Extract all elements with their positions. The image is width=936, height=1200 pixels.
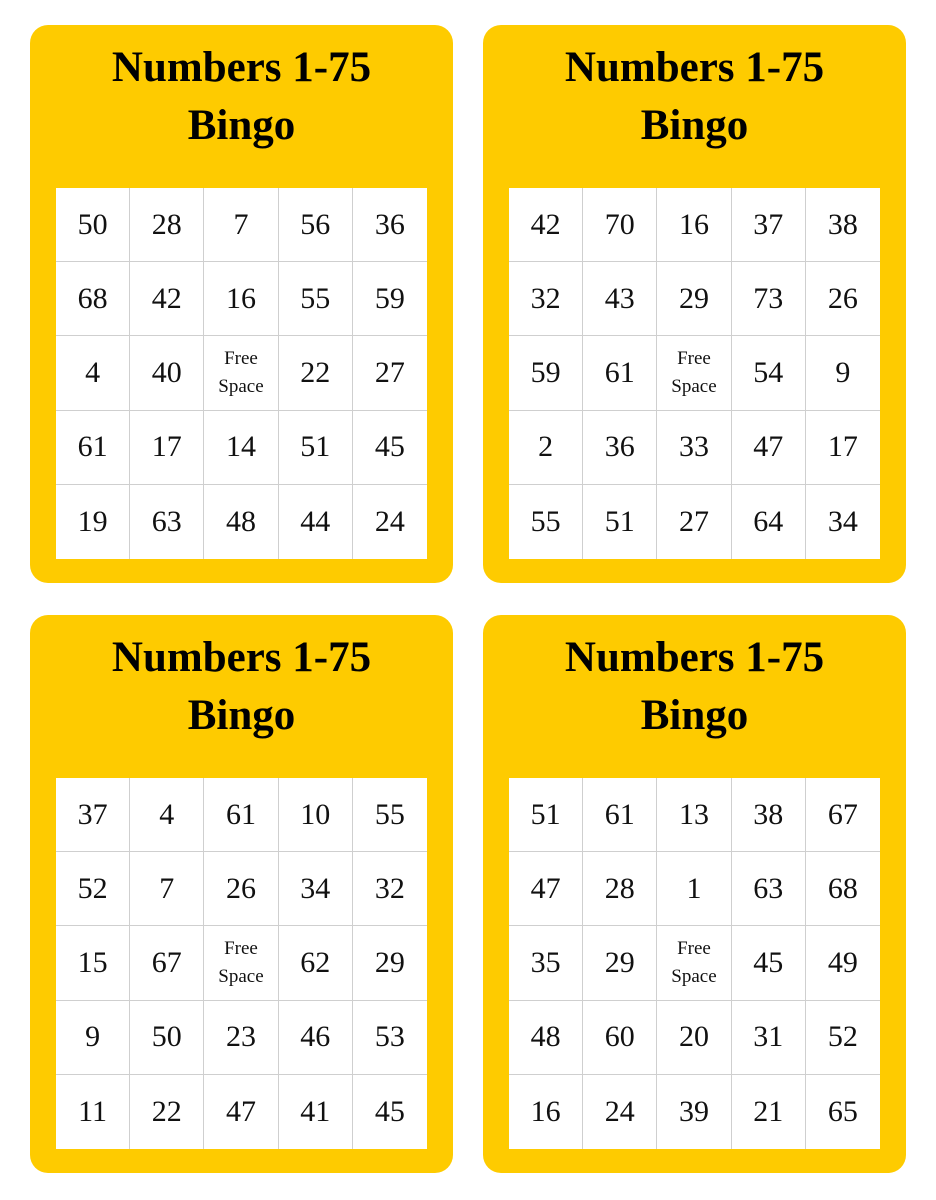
bingo-grid [509,188,880,559]
bingo-cell[interactable]: 39 [657,1075,731,1149]
bingo-cell[interactable]: 26 [806,262,880,336]
bingo-cell[interactable]: 48 [204,485,278,559]
bingo-cell[interactable]: 54 [732,336,806,410]
bingo-cell[interactable]: 9 [806,336,880,410]
bingo-cell[interactable]: 7 [130,852,204,926]
card-title [483,629,906,745]
bingo-cell[interactable]: 51 [509,778,583,852]
bingo-cell[interactable]: 15 [56,926,130,1000]
bingo-cell[interactable]: 10 [279,778,353,852]
card-title-line2: Bingo [640,102,749,149]
bingo-cell[interactable]: 34 [279,852,353,926]
bingo-cell[interactable]: 16 [657,188,731,262]
bingo-cell[interactable]: 68 [806,852,880,926]
bingo-cell[interactable]: 47 [509,852,583,926]
bingo-grid [56,188,427,559]
free-space-cell[interactable] [657,926,731,1000]
bingo-cell[interactable]: 61 [56,411,130,485]
free-space-line2: Space [671,375,717,397]
bingo-cell[interactable]: 21 [732,1075,806,1149]
bingo-cell[interactable]: 28 [130,188,204,262]
card-title-line1: Numbers 1-75 [111,44,372,91]
card-title-line2: Bingo [187,692,296,739]
bingo-cell[interactable]: 34 [827,504,858,538]
bingo-cell[interactable]: 2 [509,411,583,485]
bingo-card-1 [30,25,453,583]
card-title-line2: Bingo [187,102,296,149]
bingo-cell[interactable]: 24 [583,1075,657,1149]
card-title-line1: Numbers 1-75 [564,44,825,91]
free-space-line1: Free [677,937,711,959]
bingo-cell[interactable]: 67 [806,778,880,852]
free-space-line2: Space [218,375,264,397]
bingo-cell[interactable]: 22 [130,1075,204,1149]
bingo-cell[interactable]: 42 [509,188,583,262]
bingo-cell[interactable]: 55 [509,485,583,559]
bingo-cell[interactable]: 36 [353,188,427,262]
bingo-cell[interactable]: 73 [732,262,806,336]
bingo-cell[interactable]: 45 [374,1094,405,1128]
bingo-cell[interactable]: 4 [56,336,130,410]
card-title [30,39,453,155]
free-space-cell[interactable] [657,336,731,410]
bingo-cell[interactable]: 70 [583,188,657,262]
card-title-line1: Numbers 1-75 [564,634,825,681]
bingo-cell[interactable]: 9 [56,1001,130,1075]
card-title [30,629,453,745]
card-title-line2: Bingo [640,692,749,739]
bingo-cell[interactable]: 36 [583,411,657,485]
bingo-cell[interactable]: 32 [509,262,583,336]
bingo-cell[interactable]: 17 [806,411,880,485]
bingo-cell[interactable]: 56 [279,188,353,262]
card-title [483,39,906,155]
bingo-cell[interactable]: 20 [657,1001,731,1075]
bingo-cell[interactable]: 37 [732,188,806,262]
bingo-cell[interactable]: 67 [130,926,204,1000]
bingo-cell[interactable]: 52 [806,1001,880,1075]
bingo-cell[interactable]: 55 [279,262,353,336]
bingo-cell[interactable]: 65 [827,1094,858,1128]
bingo-cell[interactable]: 48 [509,1001,583,1075]
bingo-cell[interactable]: 31 [732,1001,806,1075]
bingo-cell[interactable]: 22 [279,336,353,410]
bingo-cell[interactable]: 51 [279,411,353,485]
bingo-cell[interactable]: 13 [657,778,731,852]
bingo-card-4 [483,615,906,1173]
free-space-line1: Free [224,347,258,369]
bingo-cell[interactable]: 32 [353,852,427,926]
bingo-cell[interactable]: 60 [583,1001,657,1075]
bingo-cell[interactable]: 29 [353,926,427,1000]
bingo-cell[interactable]: 26 [204,852,278,926]
bingo-cell[interactable]: 14 [204,411,278,485]
free-space-line1: Free [677,347,711,369]
bingo-cell[interactable]: 29 [657,262,731,336]
bingo-cell[interactable]: 52 [56,852,130,926]
bingo-cell[interactable]: 7 [204,188,278,262]
bingo-cell[interactable]: 50 [56,188,130,262]
bingo-cell[interactable]: 45 [353,411,427,485]
free-space-line1: Free [224,937,258,959]
bingo-cell[interactable]: 47 [204,1075,278,1149]
bingo-card-2 [483,25,906,583]
free-space-cell[interactable] [204,926,278,1000]
bingo-cell[interactable]: 46 [279,1001,353,1075]
bingo-cell[interactable]: 37 [56,778,130,852]
bingo-cell[interactable]: 61 [583,778,657,852]
free-space-line2: Space [671,965,717,987]
bingo-cell[interactable]: 63 [130,485,204,559]
bingo-cell[interactable]: 43 [583,262,657,336]
bingo-cell[interactable]: 11 [56,1075,130,1149]
bingo-card-3 [30,615,453,1173]
free-space-cell[interactable] [204,336,278,410]
bingo-cell[interactable]: 40 [130,336,204,410]
bingo-cell[interactable]: 59 [509,336,583,410]
bingo-cell[interactable]: 23 [204,1001,278,1075]
bingo-cell[interactable]: 68 [56,262,130,336]
bingo-cell[interactable]: 16 [204,262,278,336]
bingo-cell[interactable]: 16 [509,1075,583,1149]
bingo-cell[interactable]: 33 [657,411,731,485]
bingo-cell[interactable]: 29 [583,926,657,1000]
bingo-cell[interactable]: 61 [583,336,657,410]
bingo-cell[interactable]: 64 [732,485,806,559]
bingo-cell[interactable]: 27 [353,336,427,410]
bingo-cell[interactable]: 55 [353,778,427,852]
bingo-cell[interactable]: 41 [279,1075,353,1149]
bingo-cell[interactable]: 4 [130,778,204,852]
bingo-cell[interactable]: 35 [509,926,583,1000]
card-title-line1: Numbers 1-75 [111,634,372,681]
bingo-cell[interactable]: 38 [732,778,806,852]
bingo-cell[interactable]: 53 [353,1001,427,1075]
bingo-cell[interactable]: 24 [374,504,405,538]
bingo-cell[interactable]: 17 [130,411,204,485]
bingo-grid [509,778,880,1149]
bingo-cell[interactable]: 59 [353,262,427,336]
bingo-cell[interactable]: 47 [732,411,806,485]
bingo-cell[interactable]: 38 [806,188,880,262]
bingo-cell[interactable]: 45 [732,926,806,1000]
bingo-cell[interactable]: 49 [806,926,880,1000]
bingo-cell[interactable]: 44 [279,485,353,559]
free-space-line2: Space [218,965,264,987]
bingo-cell[interactable]: 1 [657,852,731,926]
bingo-grid [56,778,427,1149]
bingo-cell[interactable]: 63 [732,852,806,926]
bingo-cell[interactable]: 27 [657,485,731,559]
bingo-cell[interactable]: 28 [583,852,657,926]
bingo-cell[interactable]: 61 [204,778,278,852]
bingo-cell[interactable]: 19 [56,485,130,559]
bingo-cell[interactable]: 51 [583,485,657,559]
bingo-cell[interactable]: 62 [279,926,353,1000]
bingo-cell[interactable]: 50 [130,1001,204,1075]
bingo-cell[interactable]: 42 [130,262,204,336]
